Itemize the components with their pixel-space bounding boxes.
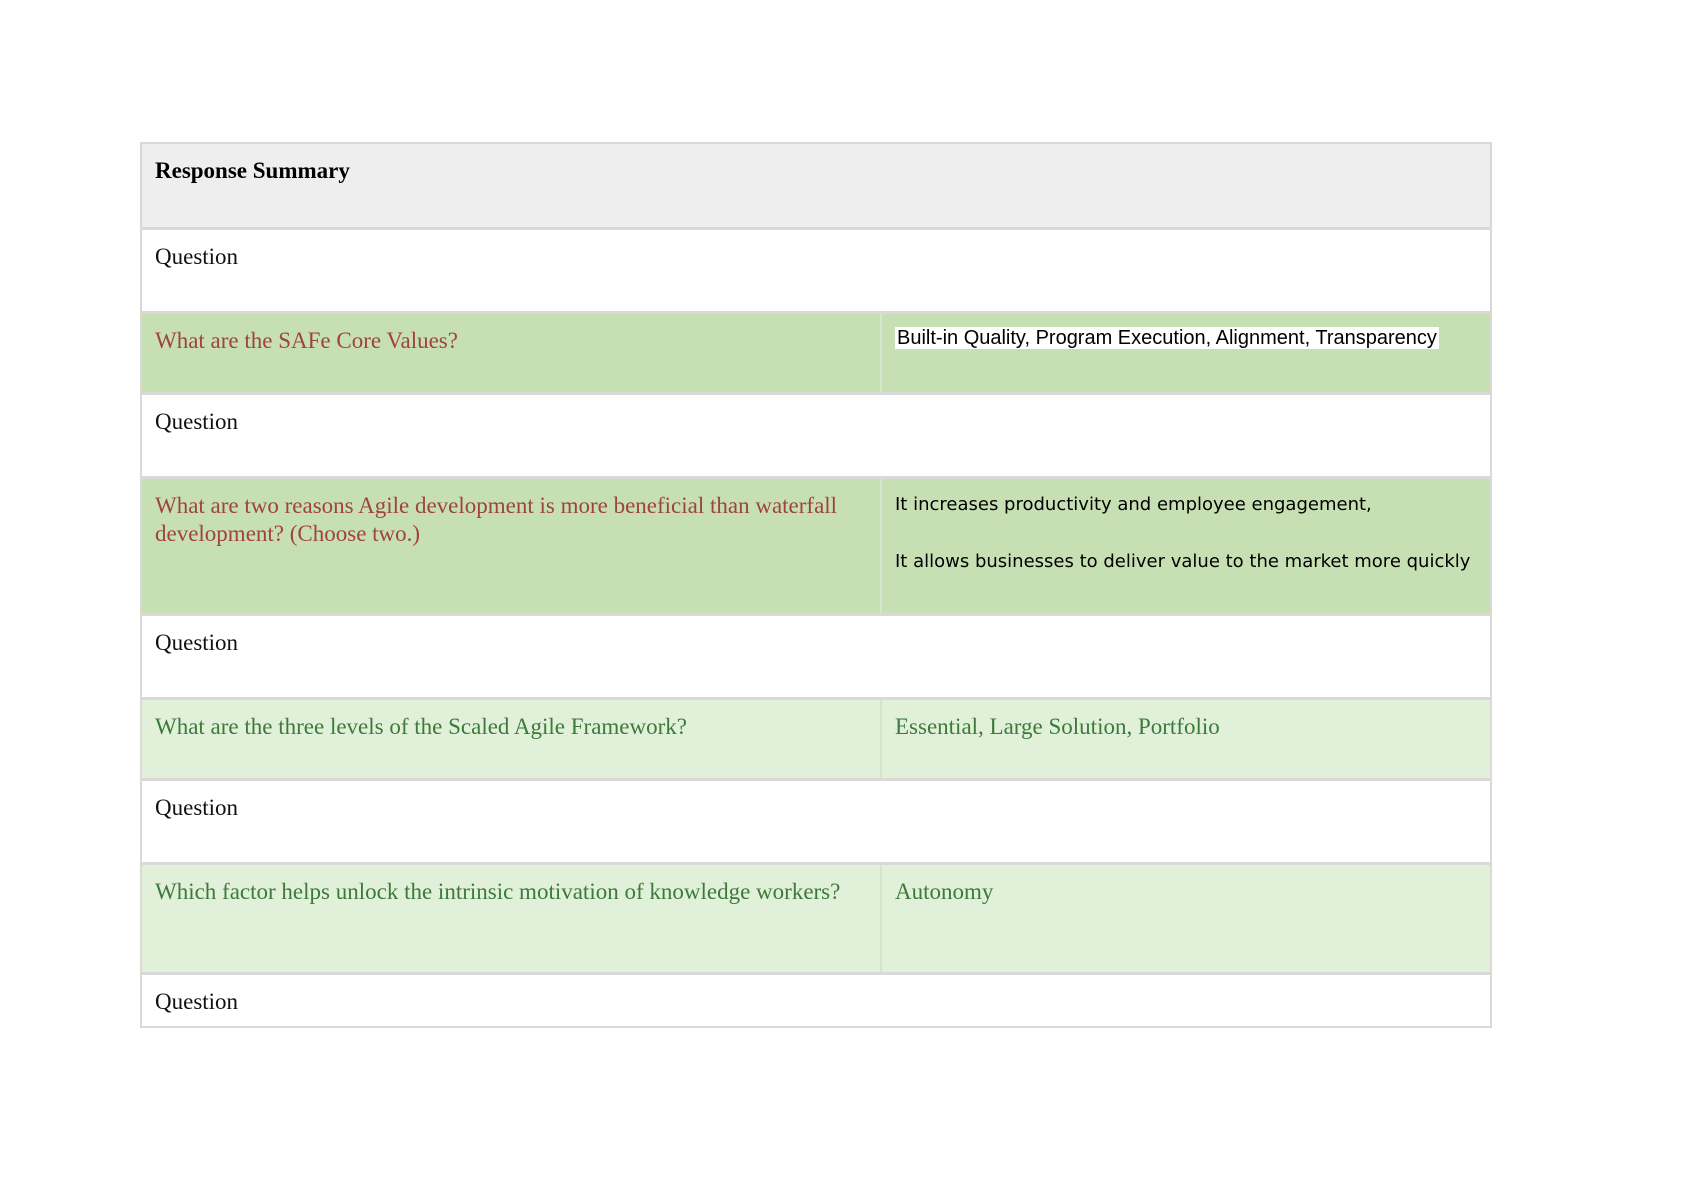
question-text: Which factor helps unlock the intrinsic motivation of knowledge workers? — [142, 865, 882, 972]
question-text: What are the three levels of the Scaled Agile Framework? — [142, 700, 882, 778]
answer-highlight: Built-in Quality, Program Execution, Alignment, Transparency — [897, 327, 1437, 349]
header-row — [142, 144, 1490, 230]
answer-text: Autonomy — [895, 879, 994, 904]
answer-text: Essential, Large Solution, Portfolio — [895, 714, 1220, 739]
question-label-row — [142, 781, 1490, 865]
question-label-row — [142, 230, 1490, 314]
answer-row — [142, 479, 1490, 616]
answer-row — [142, 700, 1490, 781]
question-label-row — [142, 975, 1490, 1026]
response-summary-table — [140, 142, 1492, 1028]
question-text: What are the SAFe Core Values? — [142, 314, 882, 392]
answer-text — [882, 479, 1490, 613]
question-label-row — [142, 616, 1490, 700]
question-label-row — [142, 395, 1490, 479]
answer-row — [142, 865, 1490, 975]
answer-text — [882, 314, 1490, 392]
question-text: What are two reasons Agile development is more beneficial than waterfall development? (Choose two.) — [142, 479, 882, 613]
question-label: Question — [155, 989, 239, 1014]
question-label: Question — [155, 244, 239, 269]
question-label: Question — [155, 630, 239, 655]
answer-line: It allows businesses to deliver value to the market more quickly — [895, 551, 1471, 572]
answer-line: It increases productivity and employee engagement, — [895, 494, 1372, 515]
answer-row — [142, 314, 1490, 395]
question-label: Question — [155, 409, 239, 434]
table-header: Response Summary — [155, 158, 350, 183]
question-label: Question — [155, 795, 239, 820]
